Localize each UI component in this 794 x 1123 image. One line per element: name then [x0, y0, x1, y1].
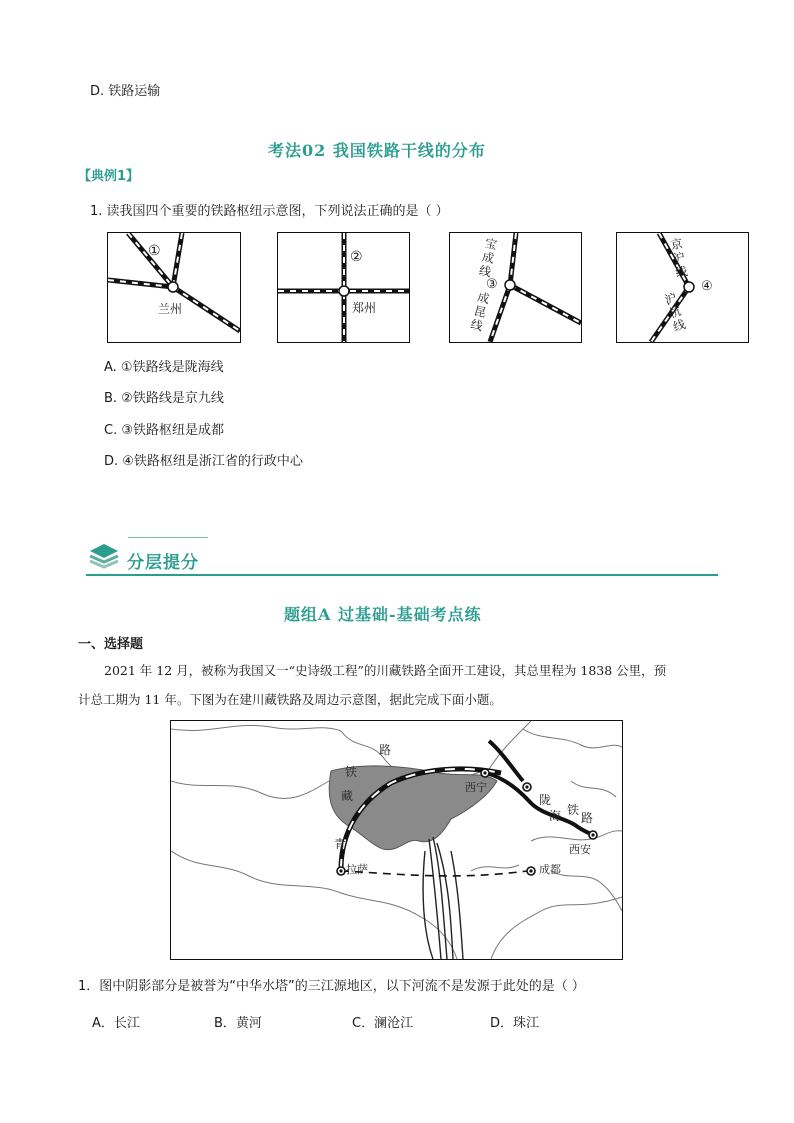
- rail-hub-diagram-2-svg: [278, 233, 409, 342]
- map-label-tie2: 铁: [567, 803, 580, 817]
- diagram-3-line-top: 宝成线: [477, 236, 499, 280]
- previous-option-d: D. 铁路运输: [90, 84, 161, 99]
- banner-title: 分层提分: [127, 553, 199, 573]
- sichuan-tibet-railway-map: [170, 720, 623, 960]
- rail-hub-diagram-1: [107, 232, 241, 343]
- example-tag: 【典例1】: [78, 169, 140, 184]
- group-a-title: 题组A 过基础-基础考点练: [284, 605, 482, 624]
- q2-option-a: A．长江: [92, 1016, 140, 1031]
- q2-option-d: D．珠江: [490, 1016, 540, 1031]
- map-label-xian: 西安: [569, 843, 591, 856]
- section-title: 考法02 我国铁路干线的分布: [268, 141, 486, 160]
- passage-line-2: 计总工期为 11 年。下图为在建川藏铁路及周边示意图，据此完成下面小题。: [78, 692, 502, 707]
- q2-option-c: C．澜沧江: [352, 1016, 414, 1031]
- map-label-lasa: 拉萨: [346, 863, 368, 876]
- diagram-4-line-bottom: 沪杭线: [662, 290, 688, 335]
- map-label-long: 陇: [539, 793, 552, 807]
- map-label-tie: 铁: [345, 765, 358, 779]
- option-b: B. ②铁路线是京九线: [104, 391, 224, 406]
- rail-hub-diagram-2: [277, 232, 410, 343]
- diagram-2-number: ②: [350, 249, 363, 265]
- map-label-zang: 藏: [341, 789, 354, 803]
- map-label-qing: 青: [334, 837, 347, 851]
- rail-hub-diagram-1-svg: [108, 233, 240, 342]
- banner-top-rule: [128, 537, 208, 538]
- diagram-1-number: ①: [148, 243, 161, 259]
- diagram-4-number: ④: [701, 279, 713, 294]
- rail-hub-diagram-3: [449, 232, 582, 343]
- banner-underline: [86, 574, 718, 576]
- map-label-hai: 海: [549, 809, 562, 823]
- diagram-2-city: 郑州: [352, 301, 377, 315]
- diagram-1-city: 兰州: [158, 302, 183, 316]
- map-label-lu2: 路: [581, 811, 594, 825]
- question-2-stem: 1．图中阴影部分是被誉为“中华水塔”的三江源地区，以下河流不是发源于此处的是（ ）: [78, 979, 585, 994]
- q2-option-b: B．黄河: [214, 1016, 262, 1031]
- section-choice: 一、选择题: [78, 637, 144, 652]
- passage-line-1: 2021 年 12 月，被称为我国又一“史诗级工程”的川藏铁路全面开工建设，其总里程为 1838 公里，预: [104, 663, 667, 678]
- diagram-3-number: ③: [486, 277, 498, 292]
- map-label-xining: 西宁: [465, 781, 487, 794]
- diagram-3-line-bottom: 成昆线: [469, 289, 491, 334]
- map-label-chengdu: 成都: [539, 863, 561, 876]
- question-1-stem: 1. 读我国四个重要的铁路枢纽示意图，下列说法正确的是（ ）: [90, 204, 449, 219]
- layers-icon: [86, 541, 122, 571]
- option-c: C. ③铁路枢纽是成都: [104, 423, 224, 438]
- map-svg: [171, 721, 622, 959]
- diagram-4-line-top: 京沪线: [669, 236, 689, 280]
- option-d: D. ④铁路枢纽是浙江省的行政中心: [104, 454, 303, 469]
- option-a: A. ①铁路线是陇海线: [104, 360, 224, 375]
- map-label-lu: 路: [379, 743, 392, 757]
- rail-hub-diagram-4: [616, 232, 749, 343]
